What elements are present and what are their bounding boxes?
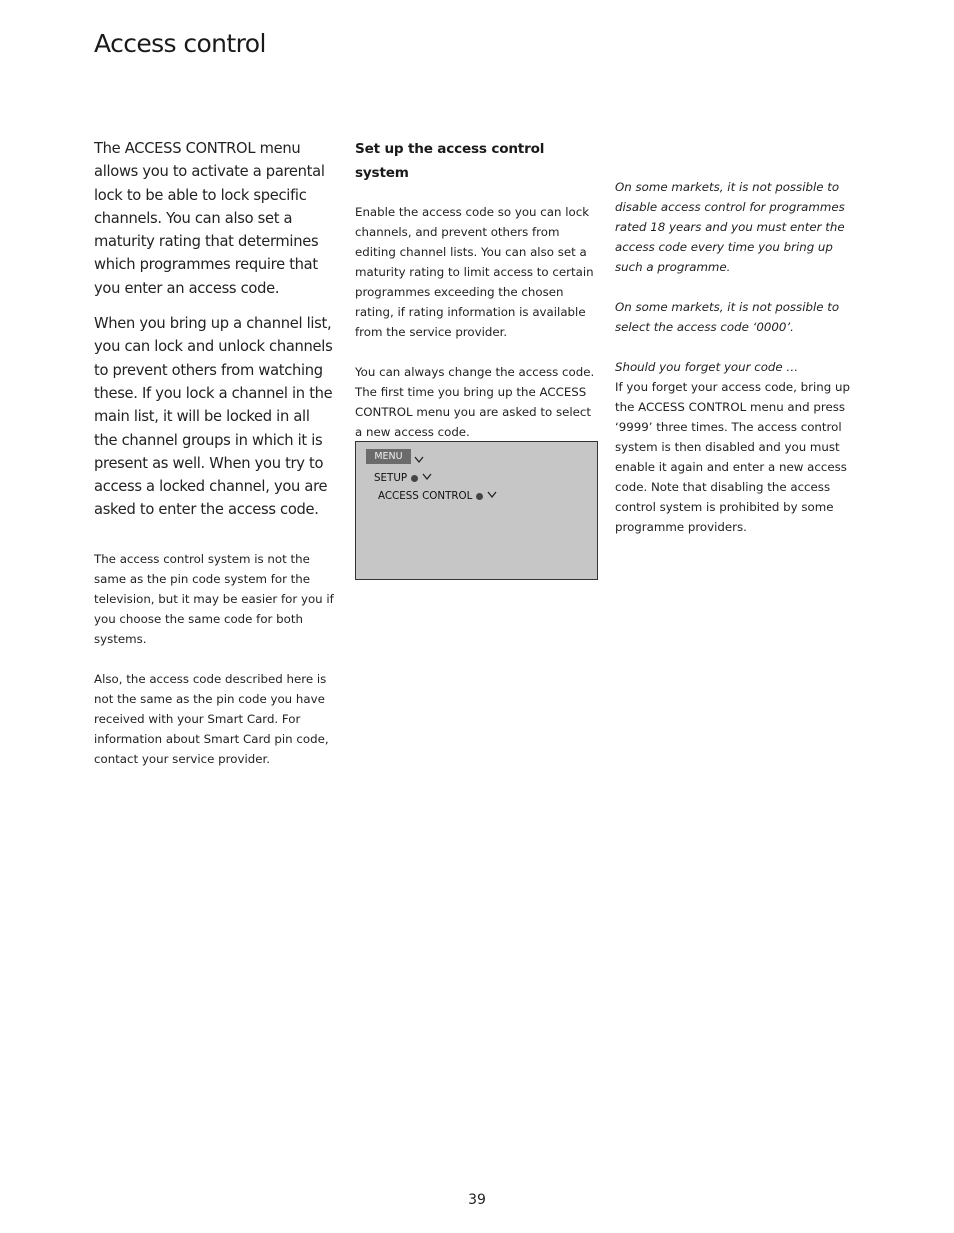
note-paragraph: The access control system is not the same as the pin code system for the television, but it may be easier for you if you choose the same code for both systems. — [94, 551, 334, 646]
forget-code-title: Should you forget your code … — [615, 360, 799, 374]
menu-illustration — [355, 441, 598, 580]
intro-text — [94, 137, 334, 522]
intro-paragraph: The ACCESS CONTROL menu allows you to activate a parental lock to be able to lock specific channels. You can also set a maturity rating that determines which programmes require that you enter an access code. — [94, 140, 325, 297]
dot-icon — [411, 475, 418, 482]
body-paragraph: You can always change the access code. The first time you bring up the ACCESS CONTROL menu you are asked to select a new access code. — [355, 365, 595, 439]
chevron-down-icon — [422, 472, 432, 484]
side-notes — [94, 549, 334, 769]
menu-row-access-control — [378, 490, 497, 502]
left-column — [94, 137, 334, 789]
intro-paragraph: When you bring up a channel list, you can lock and unlock channels to prevent others from watching these. If you lock a channel in the main list, it will be locked in all the channel groups in which it is present as well. When you try to access a locked channel, you are asked to enter the access code. — [94, 315, 333, 519]
forget-code-text: If you forget your access code, bring up the ACCESS CONTROL menu and press ‘9999’ three times. The access control system is then disabled and you must enable it again and enter a new access code. Note that disabling the access control system is prohibited by some programme providers. — [615, 380, 850, 534]
right-column — [615, 177, 860, 557]
menu-label-access-control: ACCESS CONTROL — [378, 490, 473, 502]
middle-column — [355, 137, 600, 462]
body-paragraph: Enable the access code so you can lock channels, and prevent others from editing channel lists. You can also set a maturity rating to limit access to certain programmes exceeding the chosen rating, if rating information is available from the service provider. — [355, 205, 594, 339]
chevron-down-icon — [487, 490, 497, 502]
note-paragraph: Also, the access code described here is not the same as the pin code you have received with your Smart Card. For information about Smart Card pin code, contact your service provider. — [94, 671, 329, 766]
italic-note: On some markets, it is not possible to select the access code ‘0000’. — [615, 300, 840, 334]
dot-icon — [476, 493, 483, 500]
menu-tag: MENU — [366, 449, 411, 464]
page-title: Access control — [94, 29, 266, 58]
chevron-down-icon — [414, 455, 424, 467]
forget-code-block — [615, 357, 860, 537]
page-number: 39 — [468, 1192, 486, 1208]
menu-row-setup — [374, 472, 432, 484]
menu-label-setup: SETUP — [374, 472, 408, 484]
italic-note: On some markets, it is not possible to disable access control for programmes rated 18 years and you must enter the access code every time you bring up such a programme. — [615, 180, 845, 274]
section-heading: Set up the access control system — [355, 141, 545, 181]
